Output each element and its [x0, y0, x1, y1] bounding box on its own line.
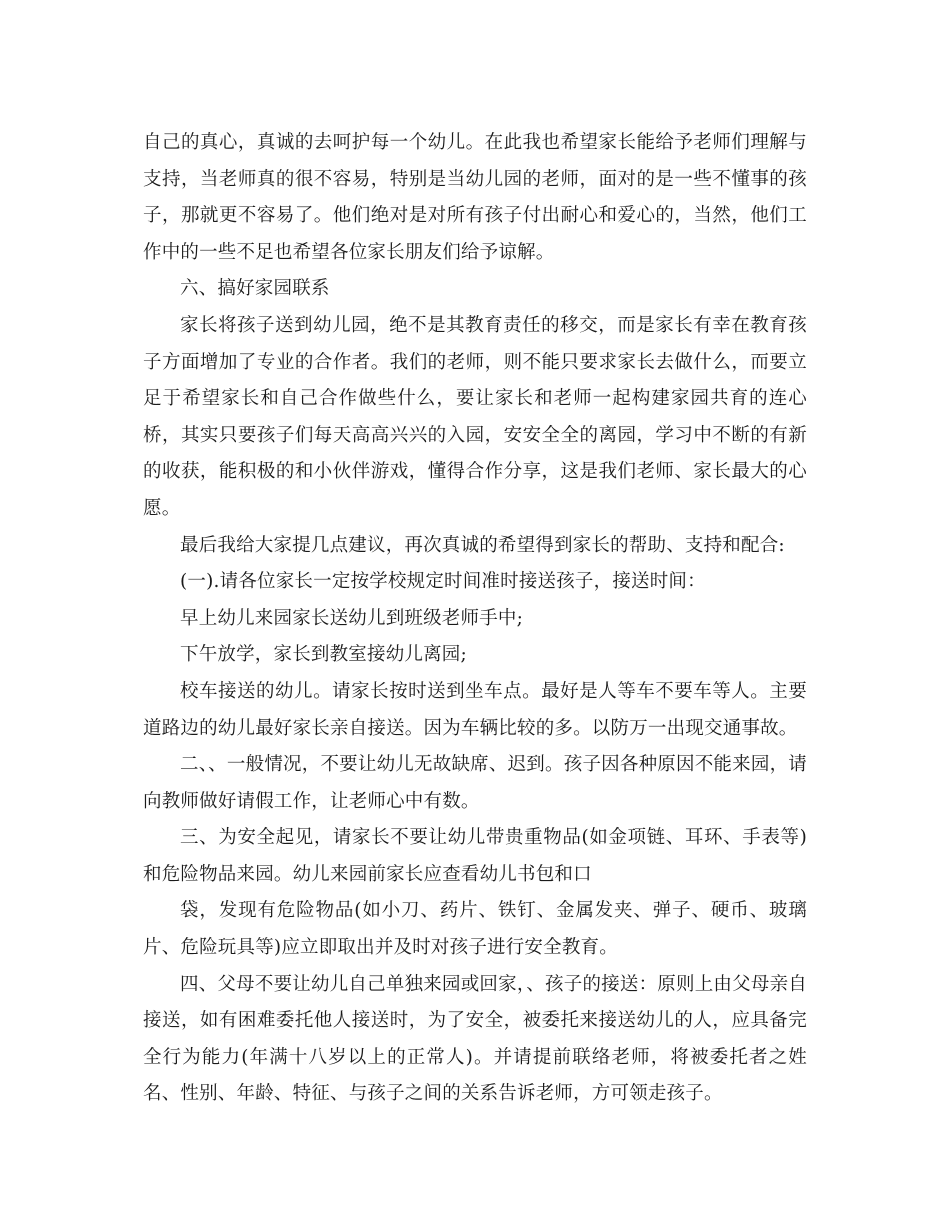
paragraph-pickup-rules: 四、父母不要让幼儿自己单独来园或回家，、孩子的接送：原则上由父母亲自接送，如有困难委托他人接送时，为了安全，被委托来接送幼儿的人，应具备完全行为能力(年满十八岁以上的正常人)。并请提前联络老师，将被委托者之姓名、性别、年龄、特征、与孩子之间的关系告诉老师，方可领走孩子。	[143, 973, 807, 1105]
paragraph-dangerous-items: 袋，发现有危险物品(如小刀、药片、铁钉、金属发夹、弹子、硬币、玻璃片、危险玩具等)应立即取出并及时对孩子进行安全教育。	[143, 900, 807, 959]
paragraph-continuation: 自己的真心，真诚的去呵护每一个幼儿。在此我也希望家长能给予老师们理解与支持，当老师真的很不容易，特别是当幼儿园的老师，面对的是一些不懂事的孩子，那就更不容易了。他们绝对是对所有孩子付出耐心和爱心的，当然，他们工作中的一些不足也希望各位家长朋友们给予谅解。	[143, 132, 807, 263]
paragraph-school-bus: 校车接送的幼儿。请家长按时送到坐车点。最好是人等车不要车等人。主要道路边的幼儿最好家长亲自接送。因为车辆比较的多。以防万一出现交通事故。	[143, 680, 807, 739]
list-item-morning-dropoff: 早上幼儿来园家长送幼儿到班级老师手中;	[180, 607, 524, 629]
paragraph-suggestions-intro: 最后我给大家提几点建议，再次真诚的希望得到家长的帮助、支持和配合:	[180, 534, 785, 556]
paragraph-attendance: 二、、一般情况，不要让幼儿无故缺席、迟到。孩子因各种原因不能来园，请向教师做好请假工作，让老师心中有数。	[143, 754, 807, 812]
list-item-pickup-time: (一).请各位家长一定按学校规定时间准时接送孩子，接送时间：	[180, 571, 706, 593]
paragraph-home-school: 家长将孩子送到幼儿园，绝不是其教育责任的移交，而是家长有幸在教育孩子方面增加了专业的合作者。我们的老师，则不能只要求家长去做什么，而要立足于希望家长和自己合作做些什么，要让家长和老师一起构建家园共育的连心桥，其实只要孩子们每天高高兴兴的入园，安安全全的离园，学习中不断的有新的收获，能积极的和小伙伴游戏，懂得合作分享，这是我们老师、家长最大的心愿。	[143, 314, 807, 519]
section-heading-home-school-contact: 六、搞好家园联系	[180, 278, 330, 300]
paragraph-valuables: 三、为安全起见，请家长不要让幼儿带贵重物品(如金项链、耳环、手表等)和危险物品来园。幼儿来园前家长应查看幼儿书包和口	[143, 827, 807, 885]
document-body	[143, 125, 807, 1113]
list-item-afternoon-pickup: 下午放学，家长到教室接幼儿离园;	[180, 644, 467, 666]
